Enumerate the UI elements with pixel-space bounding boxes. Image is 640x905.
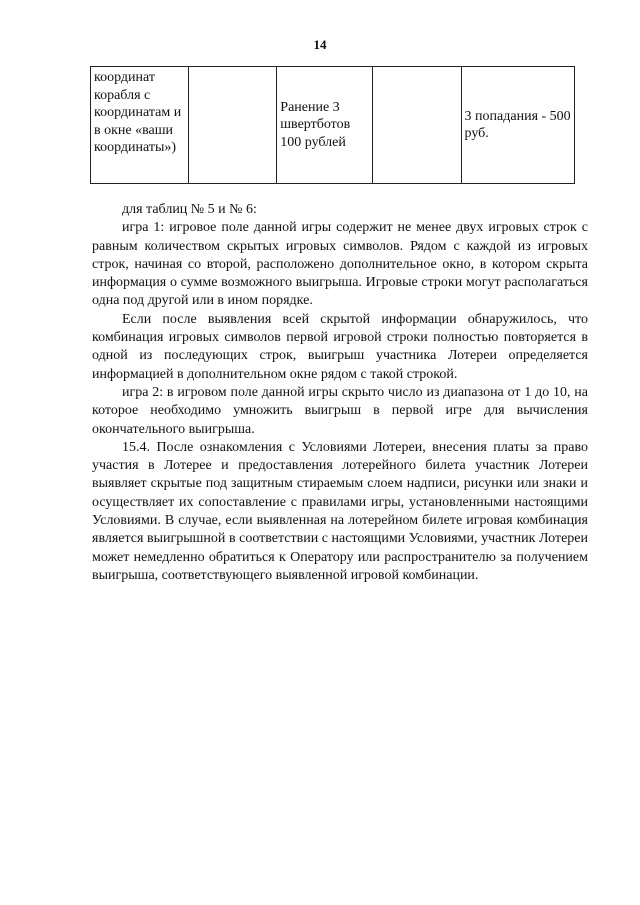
paragraph-game-1: игра 1: игровое поле данной игры содержит не менее двух игровых строк с равным количеством скрытых игровых символов. Рядом с каждой из игровых строк, начиная со второй, расположено дополнительное окно, в котором скрыта информация о сумме возможного выигрыша. Игровые строки могут располагаться одна под другой или в ином порядке. (92, 220, 588, 309)
paragraph-win-rule: Если после выявления всей скрытой информации обнаружилось, что комбинация игровых символов первой игровой строки полностью повторяется в одной из последующих строк, выигрыш участника Лотереи определяется информацией в дополнительном окне рядом с такой строкой. (92, 311, 588, 382)
prize-table-fragment (90, 66, 575, 184)
table-cell-empty (189, 67, 277, 184)
body-text (92, 201, 588, 585)
table-cell-empty (373, 67, 461, 184)
paragraph-game-2: игра 2: в игровом поле данной игры скрыто число из диапазона от 1 до 10, на которое необходимо умножить выигрыш в первой игре для вычисления окончательного выигрыша. (92, 384, 588, 437)
cell-text: Ранение 3 швертботов 100 рублей (280, 99, 351, 150)
page-number: 14 (313, 37, 327, 52)
cell-text: 3 попадания - 500 руб. (464, 108, 571, 141)
table-cell (461, 67, 574, 184)
cell-text: координат корабля с координатам и в окне «ваши координаты») (94, 70, 182, 155)
table-row (91, 67, 575, 184)
paragraph-tables-intro: для таблиц № 5 и № 6: (122, 202, 257, 217)
table-cell (91, 67, 189, 184)
paragraph-15-4: 15.4. После ознакомления с Условиями Лотереи, внесения платы за право участия в Лотерее и предоставления лотерейного билета участник Лотереи выявляет скрытые под защитным стираемым слоем надписи, рисунки или знаки и осуществляет их сопоставление с правилами игры, установленными настоящими Условиями. В случае, если выявленная на лотерейном билете игровая комбинация является выигрышной в соответствии с настоящими Условиями, участник Лотереи может немедленно обратиться к Оператору или распространителю за получением выигрыша, соответствующего выявленной игровой комбинации. (92, 439, 588, 583)
table-cell (277, 67, 373, 184)
